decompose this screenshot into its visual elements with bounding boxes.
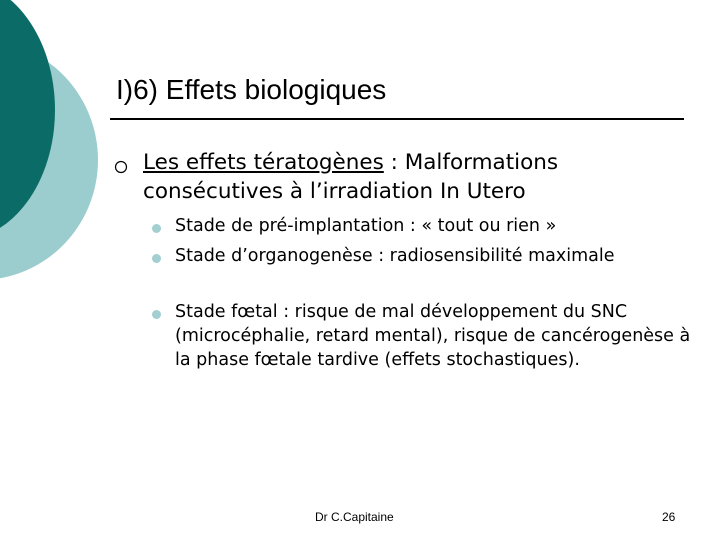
- slide-title: I)6) Effets biologiques: [116, 74, 387, 105]
- sub-bullet-dot-icon: [152, 224, 161, 233]
- decorative-circles: [0, 0, 110, 290]
- sub-bullet-3: Stade fœtal : risque de mal développement du SNC (microcéphalie, retard mental), risque de cancérogenèse à la phase fœtale tardive (effets stochastiques).: [175, 302, 691, 370]
- sub-bullet-dot-icon: [152, 254, 161, 263]
- sub-bullet-2: Stade d’organogenèse : radiosensibilité maximale: [175, 246, 615, 266]
- main-bullet-text: [143, 148, 703, 206]
- sub-bullet-1: Stade de pré-implantation : « tout ou rien »: [175, 216, 557, 236]
- title-divider: [110, 118, 684, 120]
- footer-author: Dr C.Capitaine: [315, 510, 394, 524]
- sub-bullet-dot-icon: [152, 310, 161, 319]
- main-bullet-rest: : Malformations consécutives à l’irradiation In Utero: [143, 150, 559, 204]
- slide-number: 26: [662, 510, 676, 524]
- hollow-circle-bullet-icon: [114, 160, 128, 174]
- main-bullet-underlined: Les effets tératogènes: [143, 150, 384, 175]
